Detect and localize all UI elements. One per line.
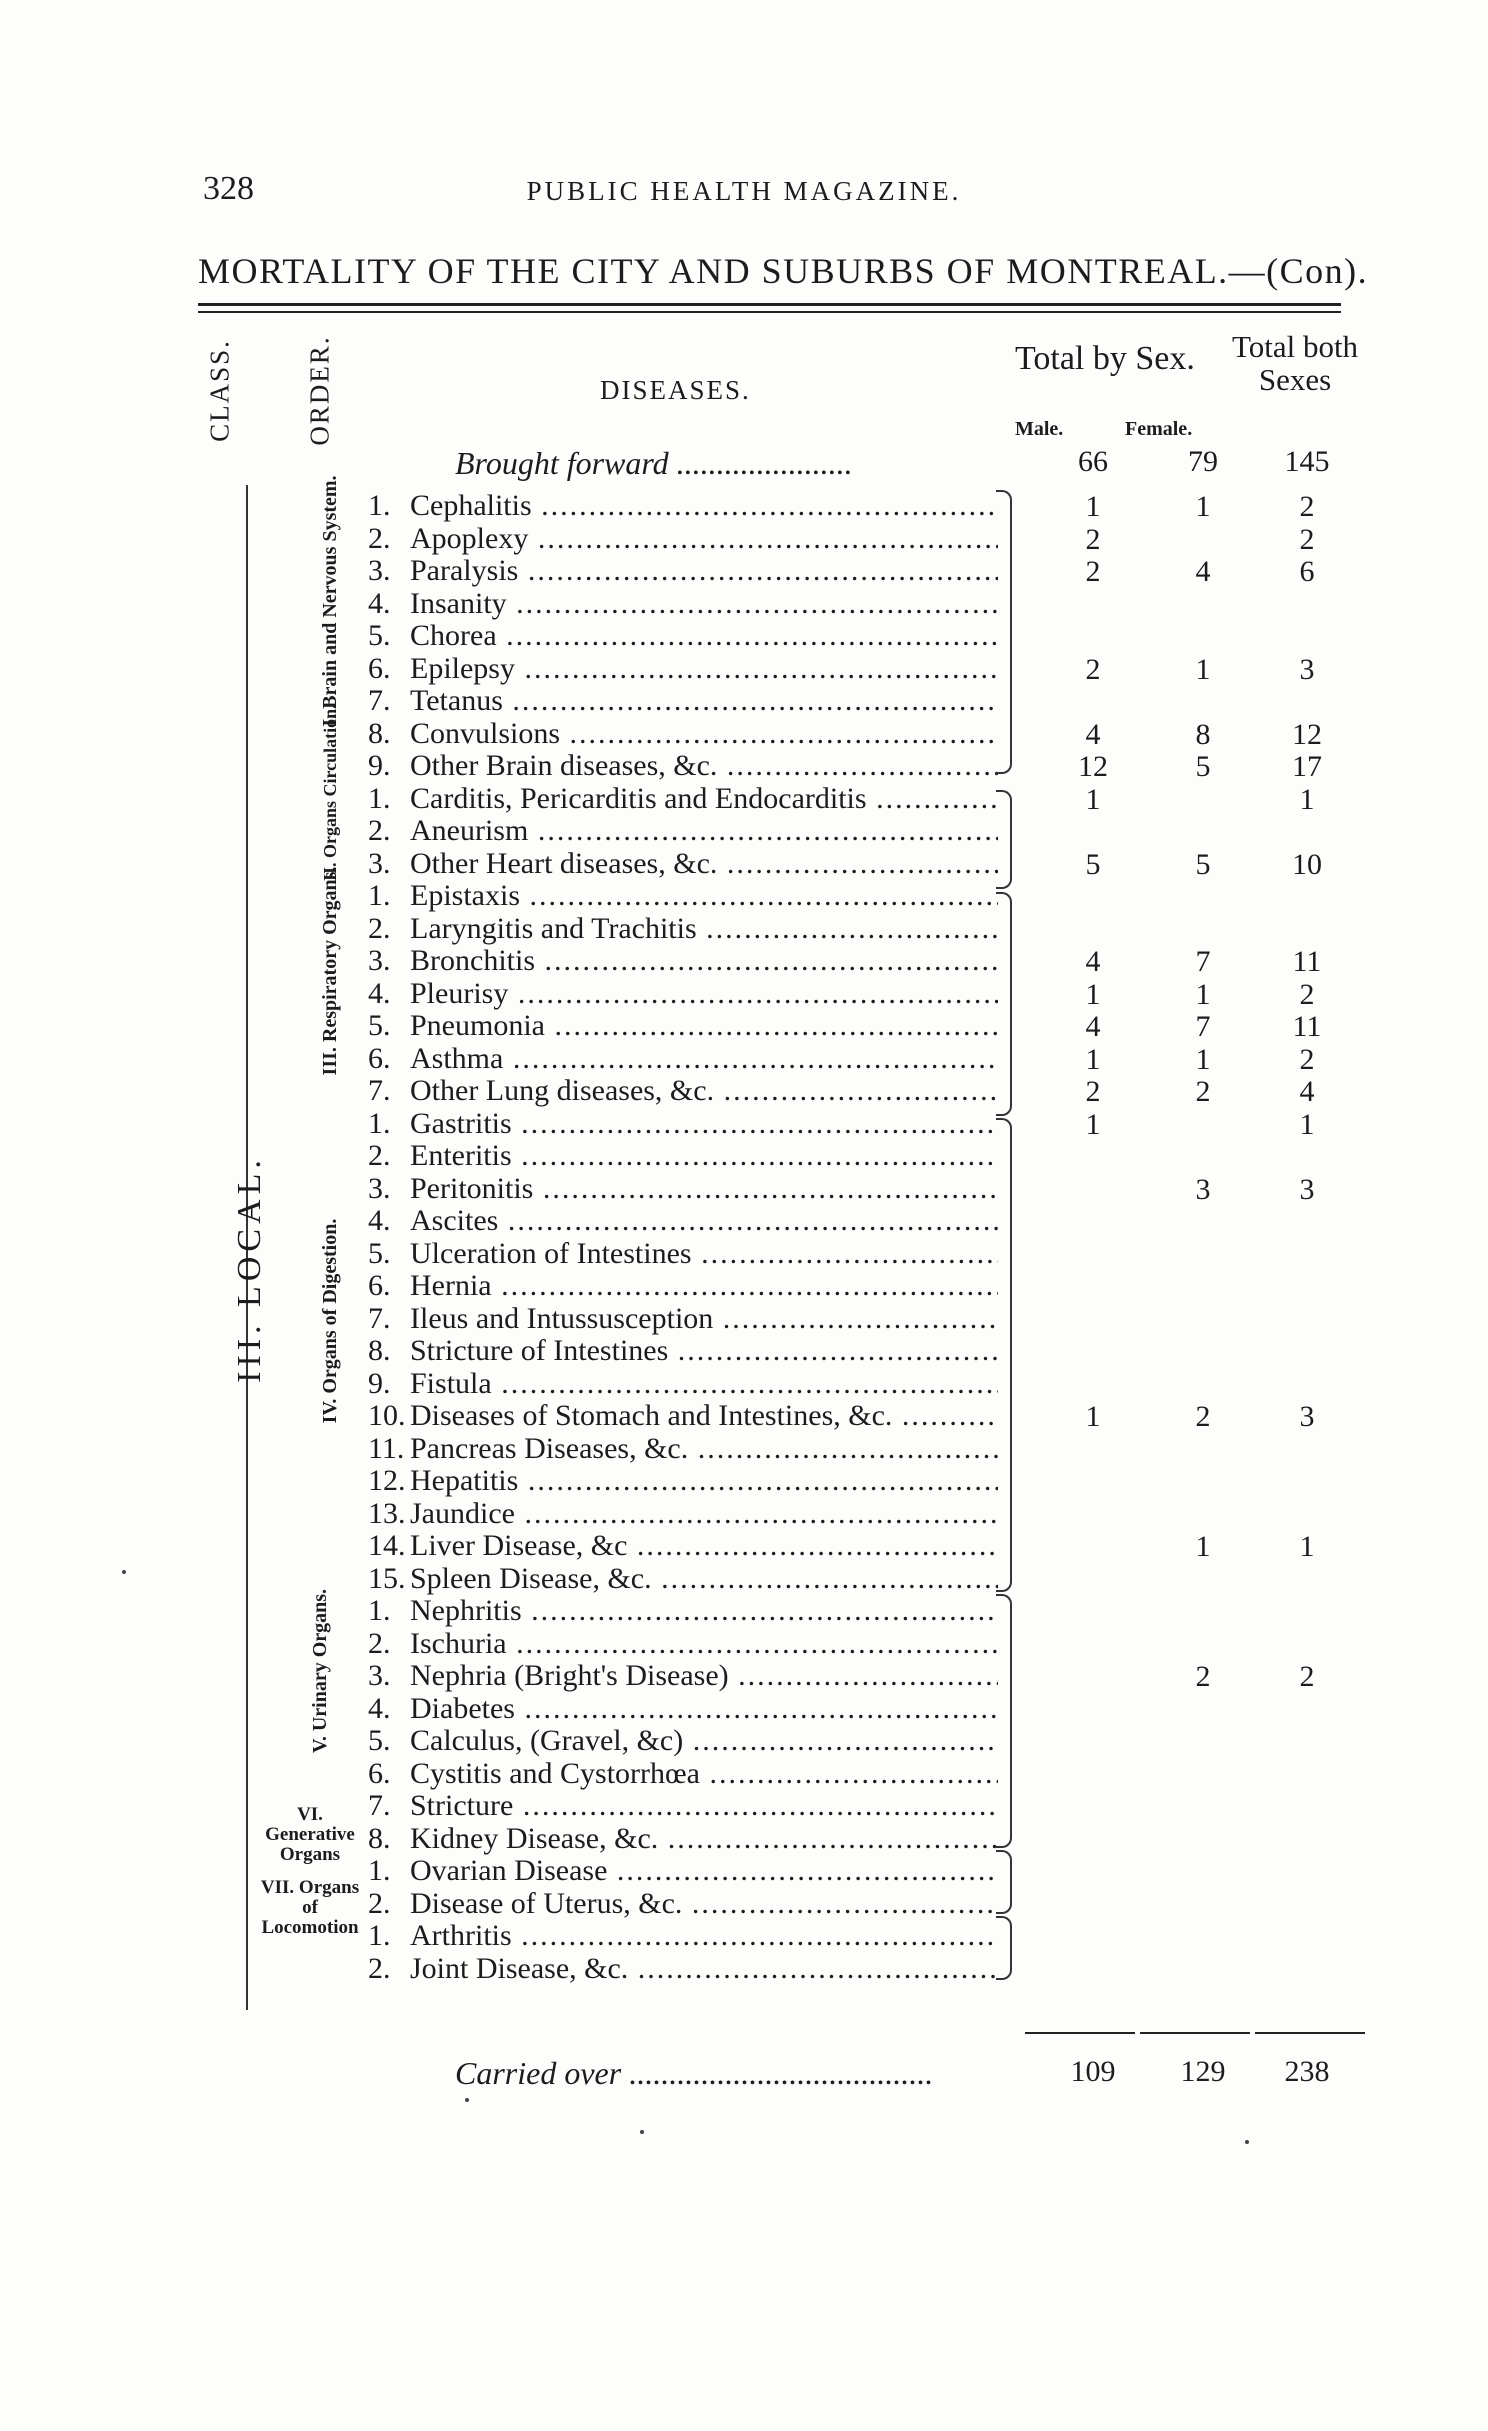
- table-row: [368, 1043, 998, 1075]
- row-number: 2.: [368, 523, 391, 555]
- table-row: [368, 1855, 998, 1887]
- row-number: 3.: [368, 1660, 391, 1692]
- disease-name: Kidney Disease, &c. .....: [410, 1823, 998, 1855]
- table-row: [368, 1335, 998, 1367]
- table-title: MORTALITY OF THE CITY AND SUBURBS OF MONTREAL.—(Con).: [198, 251, 1369, 291]
- row-number: 4.: [368, 978, 391, 1010]
- male-count: 1: [1085, 978, 1101, 1011]
- table-row: [368, 490, 998, 522]
- female-count: 1: [1195, 1530, 1211, 1563]
- male-count: 1: [1085, 783, 1101, 816]
- group-brace: [996, 1118, 1012, 1592]
- disease-name: Pneumonia .....: [410, 1010, 998, 1042]
- row-number: 8.: [368, 1335, 391, 1367]
- disease-name: Carditis, Pericarditis and Endocarditis .....: [410, 783, 998, 815]
- table-row: [368, 588, 998, 620]
- disease-name: Fistula .....: [410, 1368, 998, 1400]
- disease-name: Calculus, (Gravel, &c) .....: [410, 1725, 998, 1757]
- carried-over-male: 109: [1070, 2055, 1116, 2088]
- table-row: [368, 1790, 998, 1822]
- order-label-brain: I. Brain and Nervous System.: [319, 475, 341, 727]
- table-row: [368, 1498, 998, 1530]
- female-count: 1: [1195, 490, 1211, 523]
- total-count: 10: [1292, 848, 1322, 881]
- table-row: [368, 880, 998, 912]
- disease-name: Spleen Disease, &c. .....: [410, 1563, 998, 1595]
- group-brace: [996, 1850, 1012, 1914]
- total-count: 2: [1299, 1043, 1315, 1076]
- female-count: 8: [1195, 718, 1211, 751]
- order-label-respiratory: III. Respiratory Organs.: [319, 866, 341, 1076]
- carried-over-label: Carried over ......................................: [455, 2055, 934, 2091]
- disease-name: Hepatitis .....: [410, 1465, 998, 1497]
- brought-forward-label: Brought forward ......................: [455, 445, 853, 481]
- brought-forward-total: 145: [1284, 445, 1330, 478]
- disease-name: Cephalitis .....: [410, 490, 998, 522]
- total-count: 11: [1292, 945, 1322, 978]
- table-row: [368, 1270, 998, 1302]
- female-count: 4: [1195, 555, 1211, 588]
- disease-name: Apoplexy .....: [410, 523, 998, 555]
- disease-name: Nephritis .....: [410, 1595, 998, 1627]
- table-row: [368, 1433, 998, 1465]
- row-number: 12.: [368, 1465, 406, 1497]
- carried-over-total: 238: [1284, 2055, 1330, 2088]
- table-row: [368, 848, 998, 880]
- disease-name: Ileus and Intussusception .....: [410, 1303, 998, 1335]
- table-row: [368, 1758, 998, 1790]
- row-number: 3.: [368, 1173, 391, 1205]
- disease-name: Aneurism .....: [410, 815, 998, 847]
- disease-name: Epistaxis .....: [410, 880, 998, 912]
- table-row: [368, 1530, 998, 1562]
- total-by-sex-header: Total by Sex.: [1015, 340, 1195, 377]
- disease-name: Ischuria .....: [410, 1628, 998, 1660]
- diseases-column-header: DISEASES.: [600, 375, 751, 405]
- total-count: 12: [1292, 718, 1322, 751]
- table-row: [368, 653, 998, 685]
- female-count: 5: [1195, 750, 1211, 783]
- disease-name: Diseases of Stomach and Intestines, &c. .....: [410, 1400, 998, 1432]
- male-count: 2: [1085, 555, 1101, 588]
- disease-name: Asthma .....: [410, 1043, 998, 1075]
- row-number: 3.: [368, 945, 391, 977]
- disease-name: Other Brain diseases, &c. .....: [410, 750, 998, 782]
- row-number: 6.: [368, 1043, 391, 1075]
- print-speck: [465, 2098, 469, 2102]
- table-row: [368, 1075, 998, 1107]
- table-row: [368, 783, 998, 815]
- row-number: 1.: [368, 783, 391, 815]
- row-number: 4.: [368, 588, 391, 620]
- table-row: [368, 1660, 998, 1692]
- row-number: 7.: [368, 685, 391, 717]
- total-count: 11: [1292, 1010, 1322, 1043]
- total-both-sexes-header: Total both Sexes: [1231, 329, 1359, 397]
- table-row: [368, 718, 998, 750]
- total-count: 3: [1299, 1173, 1315, 1206]
- female-count: 2: [1195, 1660, 1211, 1693]
- group-brace: [996, 490, 1012, 774]
- group-brace: [996, 790, 1012, 889]
- row-number: 2.: [368, 1628, 391, 1660]
- disease-name: Liver Disease, &c .....: [410, 1530, 998, 1562]
- row-number: 1.: [368, 1108, 391, 1140]
- sum-rule-male: [1025, 2032, 1135, 2034]
- row-number: 1.: [368, 490, 391, 522]
- table-row: [368, 1823, 998, 1855]
- total-count: 6: [1299, 555, 1315, 588]
- disease-name: Paralysis .....: [410, 555, 998, 587]
- table-row: [368, 1953, 998, 1985]
- disease-name: Stricture .....: [410, 1790, 998, 1822]
- table-row: [368, 523, 998, 555]
- row-number: 4.: [368, 1205, 391, 1237]
- row-number: 9.: [368, 750, 391, 782]
- disease-name: Laryngitis and Trachitis .....: [410, 913, 998, 945]
- female-count: 7: [1195, 945, 1211, 978]
- disease-name: Pancreas Diseases, &c. .....: [410, 1433, 998, 1465]
- class-label: III. LOCAL.: [231, 1155, 268, 1383]
- female-count: 1: [1195, 1043, 1211, 1076]
- row-number: 2.: [368, 1140, 391, 1172]
- table-row: [368, 945, 998, 977]
- row-number: 5.: [368, 1725, 391, 1757]
- female-column-header: Female.: [1125, 418, 1193, 440]
- total-count: 3: [1299, 1400, 1315, 1433]
- table-row: [368, 815, 998, 847]
- female-count: 2: [1195, 1400, 1211, 1433]
- table-row: [368, 1693, 998, 1725]
- female-count: 2: [1195, 1075, 1211, 1108]
- row-number: 3.: [368, 555, 391, 587]
- disease-name: Disease of Uterus, &c. .....: [410, 1888, 998, 1920]
- disease-name: Tetanus .....: [410, 685, 998, 717]
- row-number: 7.: [368, 1303, 391, 1335]
- table-row: [368, 1303, 998, 1335]
- table-row: [368, 1173, 998, 1205]
- table-row: [368, 1465, 998, 1497]
- table-row: [368, 1628, 998, 1660]
- male-count: 2: [1085, 523, 1101, 556]
- total-count: 3: [1299, 653, 1315, 686]
- female-count: 3: [1195, 1173, 1211, 1206]
- total-count: 1: [1299, 1530, 1315, 1563]
- male-count: 12: [1078, 750, 1108, 783]
- group-brace: [996, 892, 1012, 1116]
- print-speck: [122, 1570, 126, 1574]
- disease-name: Arthritis .....: [410, 1920, 998, 1952]
- group-brace: [996, 1594, 1012, 1848]
- disease-name: Jaundice .....: [410, 1498, 998, 1530]
- total-count: 1: [1299, 1108, 1315, 1141]
- title-rule-double: [198, 311, 1341, 313]
- table-row: [368, 978, 998, 1010]
- row-number: 5.: [368, 1238, 391, 1270]
- row-number: 8.: [368, 718, 391, 750]
- row-number: 1.: [368, 1855, 391, 1887]
- order-label-circulation: II. Organs Circulation.: [320, 704, 340, 881]
- disease-name: Cystitis and Cystorrhœa .....: [410, 1758, 998, 1790]
- male-count: 1: [1085, 1043, 1101, 1076]
- disease-name: Bronchitis .....: [410, 945, 998, 977]
- male-count: 1: [1085, 490, 1101, 523]
- total-count: 1: [1299, 783, 1315, 816]
- table-row: [368, 913, 998, 945]
- row-number: 7.: [368, 1075, 391, 1107]
- row-number: 11.: [368, 1433, 405, 1465]
- table-row: [368, 1888, 998, 1920]
- table-row: [368, 1238, 998, 1270]
- disease-name: Ulceration of Intestines .....: [410, 1238, 998, 1270]
- female-count: 1: [1195, 978, 1211, 1011]
- table-row: [368, 1205, 998, 1237]
- table-row: [368, 1595, 998, 1627]
- disease-name: Stricture of Intestines .....: [410, 1335, 998, 1367]
- disease-name: Joint Disease, &c. .....: [410, 1953, 998, 1985]
- row-number: 6.: [368, 653, 391, 685]
- brought-forward-female: 79: [1188, 445, 1218, 478]
- total-count: 2: [1299, 978, 1315, 1011]
- disease-name: Hernia .....: [410, 1270, 998, 1302]
- disease-name: Ovarian Disease .....: [410, 1855, 998, 1887]
- disease-name: Nephria (Bright's Disease) .....: [410, 1660, 998, 1692]
- row-number: 8.: [368, 1823, 391, 1855]
- table-row: [368, 620, 998, 652]
- running-head: PUBLIC HEALTH MAGAZINE.: [526, 176, 962, 206]
- male-count: 2: [1085, 653, 1101, 686]
- male-count: 4: [1085, 718, 1101, 751]
- sum-rule-total: [1255, 2032, 1365, 2034]
- male-count: 4: [1085, 1010, 1101, 1043]
- order-label-generative: VI. Generative Organs: [265, 1804, 355, 1865]
- row-number: 15.: [368, 1563, 406, 1595]
- female-count: 7: [1195, 1010, 1211, 1043]
- total-count: 2: [1299, 1660, 1315, 1693]
- row-number: 1.: [368, 1595, 391, 1627]
- print-speck: [1245, 2140, 1249, 2144]
- row-number: 7.: [368, 1790, 391, 1822]
- group-brace: [996, 1916, 1012, 1980]
- brought-forward-male: 66: [1078, 445, 1108, 478]
- order-column-header: ORDER.: [304, 335, 335, 446]
- row-number: 2.: [368, 815, 391, 847]
- row-number: 3.: [368, 848, 391, 880]
- female-count: 5: [1195, 848, 1211, 881]
- row-number: 1.: [368, 880, 391, 912]
- row-number: 5.: [368, 1010, 391, 1042]
- table-row: [368, 1368, 998, 1400]
- table-row: [368, 1400, 998, 1432]
- disease-name: Chorea .....: [410, 620, 998, 652]
- title-rule: [198, 303, 1341, 306]
- disease-name: Ascites .....: [410, 1205, 998, 1237]
- table-row: [368, 1920, 998, 1952]
- disease-name: Insanity .....: [410, 588, 998, 620]
- sum-rule-female: [1140, 2032, 1250, 2034]
- total-count: 2: [1299, 523, 1315, 556]
- male-count: 1: [1085, 1400, 1101, 1433]
- total-count: 4: [1299, 1075, 1315, 1108]
- table-row: [368, 1108, 998, 1140]
- disease-name: Epilepsy .....: [410, 653, 998, 685]
- row-number: 6.: [368, 1270, 391, 1302]
- male-column-header: Male.: [1015, 418, 1064, 440]
- order-label-locomotion: VII. Organs of Locomotion: [260, 1877, 360, 1938]
- print-speck: [640, 2130, 644, 2134]
- page-number: 328: [203, 170, 254, 207]
- row-number: 9.: [368, 1368, 391, 1400]
- female-count: 1: [1195, 653, 1211, 686]
- total-count: 2: [1299, 490, 1315, 523]
- row-number: 2.: [368, 1953, 391, 1985]
- row-number: 5.: [368, 620, 391, 652]
- disease-name: Diabetes .....: [410, 1693, 998, 1725]
- table-row: [368, 1140, 998, 1172]
- row-number: 2.: [368, 1888, 391, 1920]
- order-label-digestion: IV. Organs of Digestion.: [319, 1218, 341, 1424]
- table-row: [368, 555, 998, 587]
- row-number: 13.: [368, 1498, 406, 1530]
- row-number: 6.: [368, 1758, 391, 1790]
- table-row: [368, 1010, 998, 1042]
- carried-over-female: 129: [1180, 2055, 1226, 2088]
- male-count: 4: [1085, 945, 1101, 978]
- male-count: 5: [1085, 848, 1101, 881]
- disease-name: Other Heart diseases, &c. .....: [410, 848, 998, 880]
- class-column-header: CLASS.: [204, 339, 235, 442]
- row-number: 10.: [368, 1400, 406, 1432]
- male-count: 1: [1085, 1108, 1101, 1141]
- disease-name: Gastritis .....: [410, 1108, 998, 1140]
- row-number: 2.: [368, 913, 391, 945]
- row-number: 4.: [368, 1693, 391, 1725]
- male-count: 2: [1085, 1075, 1101, 1108]
- disease-name: Other Lung diseases, &c. .....: [410, 1075, 998, 1107]
- table-row: [368, 750, 998, 782]
- row-number: 14.: [368, 1530, 406, 1562]
- disease-name: Convulsions .....: [410, 718, 998, 750]
- table-row: [368, 1563, 998, 1595]
- row-number: 1.: [368, 1920, 391, 1952]
- disease-name: Enteritis .....: [410, 1140, 998, 1172]
- disease-name: Peritonitis .....: [410, 1173, 998, 1205]
- total-count: 17: [1292, 750, 1322, 783]
- table-row: [368, 685, 998, 717]
- disease-name: Pleurisy .....: [410, 978, 998, 1010]
- table-row: [368, 1725, 998, 1757]
- order-label-urinary: V. Urinary Organs.: [309, 1588, 331, 1754]
